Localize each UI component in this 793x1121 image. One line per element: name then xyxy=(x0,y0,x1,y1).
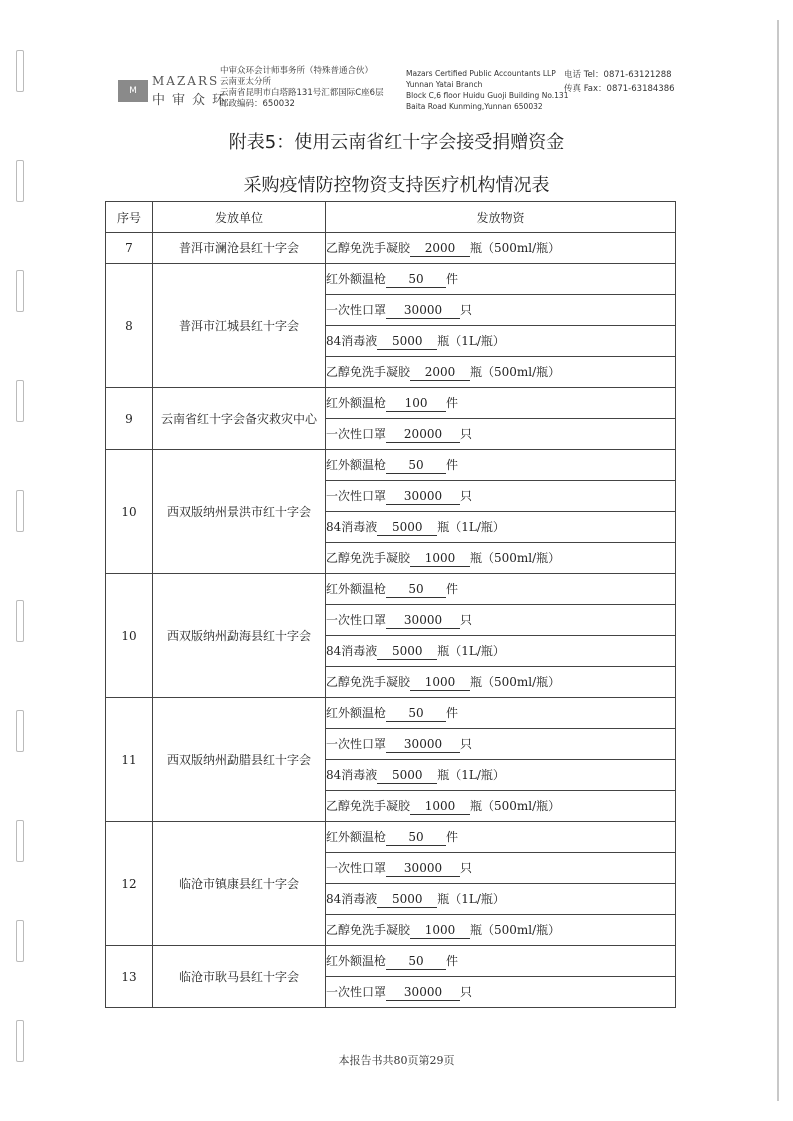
logo-text-en: MAZARS xyxy=(152,74,220,88)
letterhead xyxy=(118,64,678,122)
distribution-table xyxy=(105,201,676,1008)
goods-cell xyxy=(326,791,676,822)
goods-unit: 瓶（1L/瓶） xyxy=(437,768,505,782)
goods-name: 红外额温枪 xyxy=(326,706,387,720)
page-title: 附表5：使用云南省红十字会接受捐赠资金 xyxy=(228,132,565,153)
goods-name: 一次性口罩 xyxy=(326,861,387,875)
recipient-unit: 临沧市镇康县红十字会 xyxy=(153,822,326,946)
goods-cell xyxy=(326,574,676,605)
goods-cell xyxy=(326,481,676,512)
mazars-logo-icon: M xyxy=(118,80,148,102)
header-goods: 发放物资 xyxy=(326,202,676,233)
goods-unit: 瓶（500ml/瓶） xyxy=(470,675,561,689)
table-row xyxy=(106,264,676,295)
goods-unit: 件 xyxy=(446,706,459,720)
goods-cell xyxy=(326,822,676,853)
goods-quantity: 30000 xyxy=(386,613,460,629)
row-number: 11 xyxy=(106,698,153,822)
goods-quantity: 1000 xyxy=(410,675,470,691)
goods-quantity: 1000 xyxy=(410,551,470,567)
goods-name: 红外额温枪 xyxy=(326,458,387,472)
goods-name: 红外额温枪 xyxy=(326,830,387,844)
goods-cell xyxy=(326,388,676,419)
goods-unit: 瓶（1L/瓶） xyxy=(437,644,505,658)
goods-unit: 件 xyxy=(446,272,459,286)
goods-name: 红外额温枪 xyxy=(326,582,387,596)
goods-cell xyxy=(326,760,676,791)
goods-cell xyxy=(326,977,676,1008)
header-unit: 发放单位 xyxy=(153,202,326,233)
goods-quantity: 1000 xyxy=(410,799,470,815)
goods-cell xyxy=(326,667,676,698)
goods-unit: 只 xyxy=(460,985,473,999)
recipient-unit: 西双版纳州勐腊县红十字会 xyxy=(153,698,326,822)
goods-name: 乙醇免洗手凝胶 xyxy=(326,675,411,689)
goods-cell xyxy=(326,450,676,481)
logo-text-cn: 中审众环 xyxy=(152,93,233,108)
goods-unit: 只 xyxy=(460,427,473,441)
goods-unit: 瓶（1L/瓶） xyxy=(437,892,505,906)
goods-unit: 件 xyxy=(446,458,459,472)
goods-quantity: 50 xyxy=(386,458,446,474)
goods-quantity: 50 xyxy=(386,830,446,846)
table-row xyxy=(106,388,676,419)
goods-name: 红外额温枪 xyxy=(326,272,387,286)
goods-unit: 瓶（500ml/瓶） xyxy=(470,365,561,379)
goods-quantity: 50 xyxy=(386,272,446,288)
goods-quantity: 2000 xyxy=(410,241,470,257)
goods-name: 红外额温枪 xyxy=(326,954,387,968)
recipient-unit: 普洱市江城县红十字会 xyxy=(153,264,326,388)
goods-quantity: 5000 xyxy=(377,768,437,784)
letterhead-contact xyxy=(564,68,694,96)
goods-unit: 只 xyxy=(460,861,473,875)
branch-name-en: Yunnan Yatai Branch xyxy=(406,80,483,89)
goods-quantity: 30000 xyxy=(386,489,460,505)
goods-cell xyxy=(326,884,676,915)
goods-name: 84消毒液 xyxy=(326,334,378,348)
table-header-row xyxy=(106,202,676,233)
goods-name: 一次性口罩 xyxy=(326,985,387,999)
goods-cell xyxy=(326,543,676,574)
row-number: 13 xyxy=(106,946,153,1008)
recipient-unit: 临沧市耿马县红十字会 xyxy=(153,946,326,1008)
row-number: 10 xyxy=(106,450,153,574)
goods-cell xyxy=(326,233,676,264)
table-row xyxy=(106,698,676,729)
goods-cell xyxy=(326,698,676,729)
page-subtitle: 采购疫情防控物资支持医疗机构情况表 xyxy=(243,175,550,196)
address-en-2: Baita Road Kunming,Yunnan 650032 xyxy=(406,102,543,111)
goods-name: 84消毒液 xyxy=(326,768,378,782)
goods-unit: 瓶（500ml/瓶） xyxy=(470,241,561,255)
binding-mark xyxy=(16,920,24,962)
goods-cell xyxy=(326,729,676,760)
table-row xyxy=(106,946,676,977)
goods-cell xyxy=(326,853,676,884)
goods-quantity: 5000 xyxy=(377,892,437,908)
goods-name: 一次性口罩 xyxy=(326,613,387,627)
goods-name: 一次性口罩 xyxy=(326,737,387,751)
goods-name: 84消毒液 xyxy=(326,520,378,534)
branch-name-cn: 云南亚太分所 xyxy=(220,77,272,87)
goods-cell xyxy=(326,512,676,543)
page-footer: 本报告书共80页第29页 xyxy=(338,1054,455,1067)
goods-unit: 瓶（1L/瓶） xyxy=(437,334,505,348)
recipient-unit: 云南省红十字会备灾救灾中心 xyxy=(153,388,326,450)
binding-mark xyxy=(16,820,24,862)
row-number: 9 xyxy=(106,388,153,450)
goods-name: 84消毒液 xyxy=(326,892,378,906)
recipient-unit: 西双版纳州景洪市红十字会 xyxy=(153,450,326,574)
binding-mark xyxy=(16,490,24,532)
goods-unit: 件 xyxy=(446,582,459,596)
recipient-unit: 普洱市澜沧县红十字会 xyxy=(153,233,326,264)
goods-quantity: 20000 xyxy=(386,427,460,443)
goods-quantity: 5000 xyxy=(377,520,437,536)
goods-cell xyxy=(326,357,676,388)
goods-cell xyxy=(326,326,676,357)
header-no: 序号 xyxy=(106,202,153,233)
tel: 电话 Tel：0871-63121288 xyxy=(564,70,672,80)
goods-quantity: 50 xyxy=(386,582,446,598)
goods-name: 乙醇免洗手凝胶 xyxy=(326,365,411,379)
goods-name: 乙醇免洗手凝胶 xyxy=(326,799,411,813)
recipient-unit: 西双版纳州勐海县红十字会 xyxy=(153,574,326,698)
row-number: 12 xyxy=(106,822,153,946)
goods-unit: 只 xyxy=(460,737,473,751)
binding-mark xyxy=(16,50,24,92)
goods-quantity: 30000 xyxy=(386,861,460,877)
fax: 传真 Fax：0871-63184386 xyxy=(564,84,675,94)
goods-name: 一次性口罩 xyxy=(326,427,387,441)
goods-unit: 只 xyxy=(460,613,473,627)
binding-mark xyxy=(16,710,24,752)
goods-unit: 只 xyxy=(460,303,473,317)
goods-cell xyxy=(326,636,676,667)
goods-quantity: 30000 xyxy=(386,985,460,1001)
goods-quantity: 5000 xyxy=(377,644,437,660)
goods-name: 红外额温枪 xyxy=(326,396,387,410)
table-row xyxy=(106,822,676,853)
goods-name: 乙醇免洗手凝胶 xyxy=(326,551,411,565)
goods-unit: 瓶（500ml/瓶） xyxy=(470,799,561,813)
goods-name: 乙醇免洗手凝胶 xyxy=(326,241,411,255)
goods-quantity: 2000 xyxy=(410,365,470,381)
postcode-cn: 邮政编码：650032 xyxy=(220,99,295,109)
firm-name-cn: 中审众环会计师事务所（特殊普通合伙） xyxy=(220,66,374,76)
goods-name: 乙醇免洗手凝胶 xyxy=(326,923,411,937)
address-cn: 云南省昆明市白塔路131号汇都国际C座6层 xyxy=(220,88,384,98)
row-number: 7 xyxy=(106,233,153,264)
address-en-1: Block C,6 floor Huidu Guoji Building No.131 xyxy=(406,91,569,100)
row-number: 8 xyxy=(106,264,153,388)
goods-unit: 只 xyxy=(460,489,473,503)
goods-quantity: 50 xyxy=(386,954,446,970)
goods-unit: 件 xyxy=(446,954,459,968)
goods-name: 一次性口罩 xyxy=(326,489,387,503)
goods-cell xyxy=(326,605,676,636)
binding-mark xyxy=(16,380,24,422)
goods-cell xyxy=(326,295,676,326)
goods-cell xyxy=(326,264,676,295)
table-row xyxy=(106,233,676,264)
goods-name: 84消毒液 xyxy=(326,644,378,658)
binding-mark xyxy=(16,270,24,312)
goods-cell xyxy=(326,419,676,450)
goods-quantity: 50 xyxy=(386,706,446,722)
goods-cell xyxy=(326,946,676,977)
goods-unit: 瓶（500ml/瓶） xyxy=(470,551,561,565)
letterhead-cn xyxy=(220,66,410,110)
goods-quantity: 30000 xyxy=(386,737,460,753)
goods-quantity: 1000 xyxy=(410,923,470,939)
goods-quantity: 30000 xyxy=(386,303,460,319)
goods-name: 一次性口罩 xyxy=(326,303,387,317)
goods-quantity: 5000 xyxy=(377,334,437,350)
firm-name-en: Mazars Certified Public Accountants LLP xyxy=(406,69,556,78)
goods-unit: 瓶（1L/瓶） xyxy=(437,520,505,534)
goods-unit: 件 xyxy=(446,396,459,410)
table-row xyxy=(106,574,676,605)
row-number: 10 xyxy=(106,574,153,698)
table-row xyxy=(106,450,676,481)
letterhead-en xyxy=(406,68,576,112)
goods-cell xyxy=(326,915,676,946)
goods-quantity: 100 xyxy=(386,396,446,412)
binding-mark xyxy=(16,600,24,642)
table-body xyxy=(106,233,676,1008)
goods-unit: 件 xyxy=(446,830,459,844)
goods-unit: 瓶（500ml/瓶） xyxy=(470,923,561,937)
